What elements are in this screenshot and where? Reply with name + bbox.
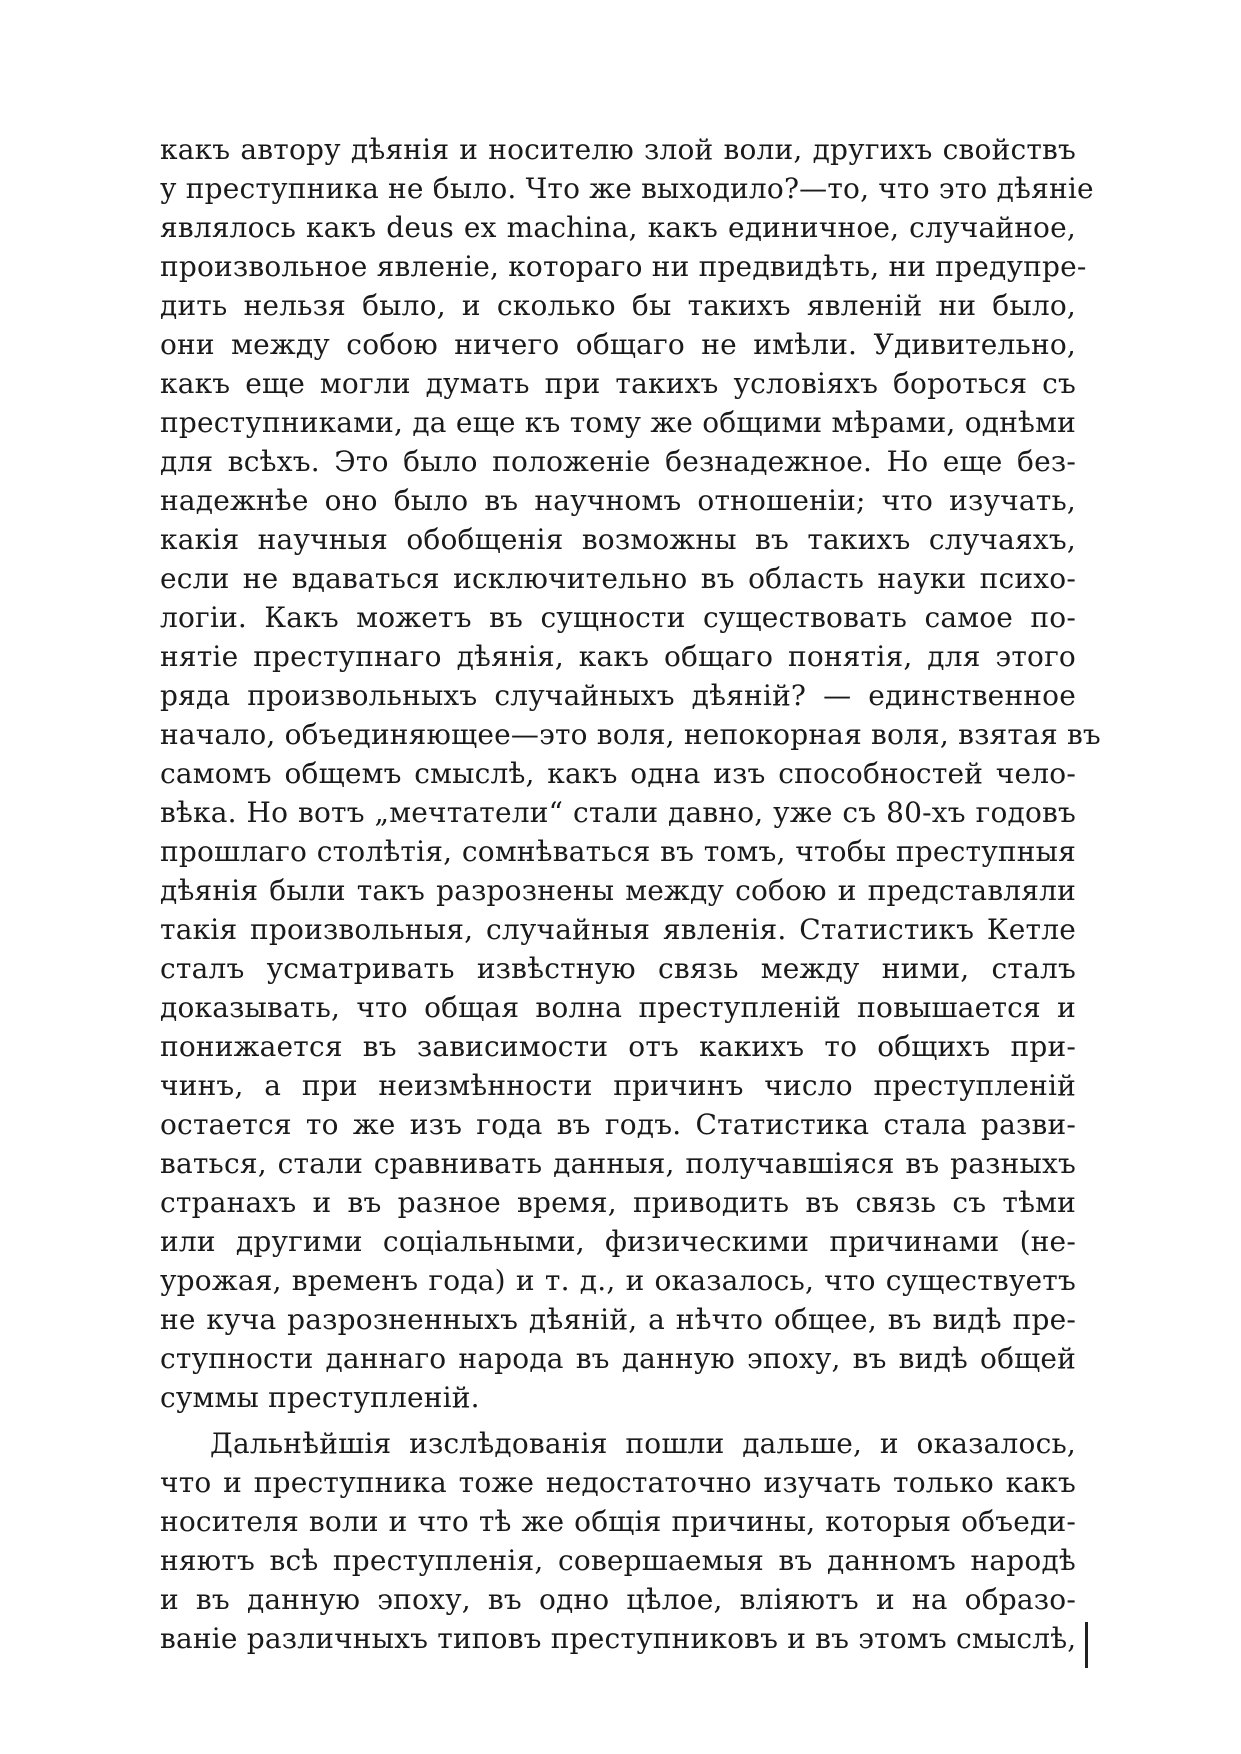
text-line: какъ еще могли думать при такихъ условіяхъ бороться съ — [160, 367, 1076, 400]
text-line: преступниками, да еще къ тому же общими мѣрами, однѣми — [160, 406, 1076, 439]
text-line: доказывать, что общая волна преступленій повышается и — [160, 991, 1076, 1024]
text-line: урожая, временъ года) и т. д., и оказалось, что существуетъ — [160, 1264, 1076, 1297]
text-line: самомъ общемъ смыслѣ, какъ одна изъ способностей чело- — [160, 757, 1076, 790]
text-line: у преступника не было. Что же выходило?—то, что это дѣяніе — [160, 172, 1094, 205]
text-line: или другими соціальными, физическими причинами (не- — [160, 1225, 1076, 1258]
text-line: для всѣхъ. Это было положеніе безнадежное. Но еще без- — [160, 445, 1076, 478]
text-line: вѣка. Но вотъ „мечтатели“ стали давно, уже съ 80-хъ годовъ — [160, 796, 1076, 829]
text-line: дѣянія были такъ разрознены между собою и представляли — [160, 874, 1076, 907]
text-line: остается то же изъ года въ годъ. Статистика стала разви- — [160, 1108, 1076, 1141]
text-line: являлось какъ deus ex machina, какъ единичное, случайное, — [160, 211, 1076, 244]
text-line: и въ данную эпоху, въ одно цѣлое, вліяютъ и на образо- — [160, 1583, 1076, 1616]
text-line: они между собою ничего общаго не имѣли. Удивительно, — [160, 328, 1076, 361]
text-line: няютъ всѣ преступленія, совершаемыя въ данномъ народѣ — [160, 1544, 1076, 1577]
paragraph-spacer — [160, 1417, 1076, 1424]
text-line: ступности даннаго народа въ данную эпоху, въ видѣ общей — [160, 1342, 1076, 1375]
text-line: не куча разрозненныхъ дѣяній, а нѣчто общее, въ видѣ пре- — [160, 1303, 1076, 1336]
text-line: Дальнѣйшія изслѣдованія пошли дальше, и оказалось, — [210, 1427, 1076, 1460]
text-line: чинъ, а при неизмѣнности причинъ число преступленій — [160, 1069, 1076, 1102]
paragraph-1 — [160, 130, 1101, 1417]
text-line: сталъ усматривать извѣстную связь между ними, сталъ — [160, 952, 1076, 985]
text-line: ваніе различныхъ типовъ преступниковъ и въ этомъ смыслѣ, — [160, 1622, 1077, 1655]
text-line: понижается въ зависимости отъ какихъ то общихъ при- — [160, 1030, 1076, 1063]
text-line: прошлаго столѣтія, сомнѣваться въ томъ, чтобы преступныя — [160, 835, 1076, 868]
paragraph-2 — [160, 1424, 1076, 1658]
text-line: нятіе преступнаго дѣянія, какъ общаго понятія, для этого — [160, 640, 1076, 673]
text-line: странахъ и въ разное время, приводить въ связь съ тѣми — [160, 1186, 1076, 1219]
text-line: какъ автору дѣянія и носителю злой воли, другихъ свойствъ — [160, 133, 1076, 166]
text-line: начало, объединяющее—это воля, непокорная воля, взятая въ — [160, 718, 1101, 751]
text-line: такія произвольныя, случайныя явленія. Статистикъ Кетле — [160, 913, 1076, 946]
text-line: логіи. Какъ можетъ въ сущности существовать самое по- — [160, 601, 1076, 634]
text-line: ваться, стали сравнивать данныя, получавшіяся въ разныхъ — [160, 1147, 1076, 1180]
margin-mark — [1085, 1622, 1088, 1668]
text-line: дить нельзя было, и сколько бы такихъ явленій ни было, — [160, 289, 1076, 322]
text-line: какія научныя обобщенія возможны въ такихъ случаяхъ, — [160, 523, 1076, 556]
text-line: ряда произвольныхъ случайныхъ дѣяній? — единственное — [160, 679, 1076, 712]
text-line: суммы преступленій. — [160, 1381, 480, 1414]
text-line: если не вдаваться исключительно въ область науки психо- — [160, 562, 1076, 595]
body-text — [160, 130, 1101, 1658]
text-line: носителя воли и что тѣ же общія причины, которыя объеди- — [160, 1505, 1076, 1538]
text-line: надежнѣе оно было въ научномъ отношеніи; что изучать, — [160, 484, 1076, 517]
text-line: что и преступника тоже недостаточно изучать только какъ — [160, 1466, 1076, 1499]
text-line: произвольное явленіе, котораго ни предвидѣть, ни предупре- — [160, 250, 1087, 283]
